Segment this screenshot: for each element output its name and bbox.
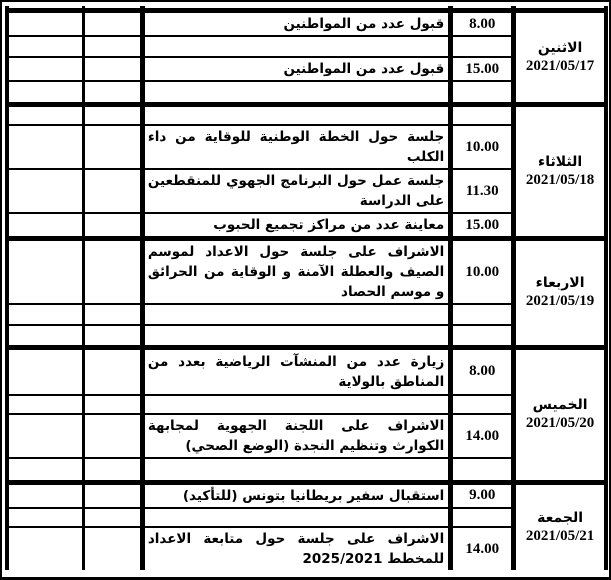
empty-cell-a — [7, 11, 84, 37]
empty-cell-a — [7, 304, 84, 325]
empty-cell-a — [7, 508, 84, 527]
activity-cell — [142, 458, 450, 482]
activity-cell: زيارة عدد من المنشآت الرياضية بعدد من المناطق بالولاية — [142, 347, 450, 395]
day-cell — [514, 104, 606, 239]
schedule-row — [7, 11, 606, 37]
time-cell: 9.00 — [451, 482, 514, 508]
activity-cell — [142, 395, 450, 414]
time-cell — [451, 458, 514, 482]
day-name: الجمعة — [537, 509, 584, 526]
empty-cell-b — [84, 239, 143, 305]
empty-cell-b — [84, 414, 143, 458]
time-cell — [451, 36, 514, 57]
time-cell: 11.30 — [451, 169, 514, 213]
day-date: 2021/05/18 — [525, 171, 595, 188]
day-date: 2021/05/20 — [525, 415, 595, 431]
empty-cell-a — [7, 414, 84, 458]
time-cell: 15.00 — [451, 57, 514, 81]
time-cell: 15.00 — [451, 213, 514, 239]
activity-cell — [142, 325, 450, 347]
empty-cell-a — [7, 239, 84, 305]
empty-cell-a — [7, 104, 84, 125]
empty-cell-b — [84, 347, 143, 395]
time-cell: 14.00 — [451, 414, 514, 458]
activity-cell: الاشراف على اللجنة الجهوية لمجابهة الكوارث وتنظيم النجدة (الوضع الصحي) — [142, 414, 450, 458]
time-cell — [451, 395, 514, 414]
empty-cell-b — [84, 482, 143, 508]
empty-cell-b — [84, 458, 143, 482]
empty-cell-a — [7, 81, 84, 104]
empty-cell-a — [7, 213, 84, 239]
empty-cell-b — [84, 169, 143, 213]
empty-cell-b — [84, 527, 143, 570]
empty-cell-b — [84, 104, 143, 125]
empty-cell-a — [7, 347, 84, 395]
activity-cell: قبول عدد من المواطنين — [142, 57, 450, 81]
weekly-schedule-table — [5, 6, 608, 570]
schedule-row — [7, 239, 606, 305]
activity-cell: الاشراف على جلسة حول الاعداد لموسم الصيف والعطلة الآمنة و الوقاية من الحرائق و موسم الحصاد — [142, 239, 450, 305]
empty-cell-b — [84, 81, 143, 104]
activity-cell — [142, 36, 450, 57]
empty-cell-b — [84, 36, 143, 57]
empty-cell-a — [7, 169, 84, 213]
activity-cell: جلسة حول الخطة الوطنية للوقاية من داء الكلب — [142, 125, 450, 169]
empty-cell-b — [84, 11, 143, 37]
day-name: الاربعاء — [535, 275, 585, 292]
time-cell — [451, 104, 514, 125]
time-cell — [451, 508, 514, 527]
empty-cell-a — [7, 482, 84, 508]
day-name: الخميس — [532, 397, 588, 413]
day-cell — [514, 239, 606, 348]
time-cell — [451, 81, 514, 104]
time-cell — [451, 304, 514, 325]
day-date: 2021/05/21 — [525, 527, 595, 544]
activity-cell — [142, 304, 450, 325]
time-cell: 8.00 — [451, 347, 514, 395]
day-date: 2021/05/17 — [525, 57, 595, 74]
activity-cell — [142, 81, 450, 104]
schedule-row — [7, 482, 606, 508]
empty-cell-b — [84, 395, 143, 414]
empty-cell-a — [7, 57, 84, 81]
empty-cell-b — [84, 213, 143, 239]
day-name: الاثنين — [537, 39, 583, 56]
day-date: 2021/05/19 — [525, 293, 595, 310]
time-cell: 8.00 — [451, 11, 514, 37]
schedule-row — [7, 347, 606, 395]
activity-cell: استقبال سفير بريطانيا بتونس (للتأكيد) — [142, 482, 450, 508]
time-cell — [451, 325, 514, 347]
empty-cell-a — [7, 325, 84, 347]
empty-cell-a — [7, 527, 84, 570]
day-name: الثلاثاء — [538, 153, 583, 170]
day-cell — [514, 11, 606, 105]
time-cell: 10.00 — [451, 125, 514, 169]
schedule-row — [7, 104, 606, 125]
empty-cell-a — [7, 125, 84, 169]
time-cell: 10.00 — [451, 239, 514, 305]
activity-cell — [142, 104, 450, 125]
empty-cell-a — [7, 36, 84, 57]
day-cell — [514, 347, 606, 482]
activity-cell: قبول عدد من المواطنين — [142, 11, 450, 37]
empty-cell-b — [84, 57, 143, 81]
activity-cell — [142, 508, 450, 527]
empty-cell-b — [84, 125, 143, 169]
day-cell — [514, 482, 606, 570]
activity-cell: معاينة عدد من مراكز تجميع الحبوب — [142, 213, 450, 239]
time-cell: 14.00 — [451, 527, 514, 570]
empty-cell-b — [84, 508, 143, 527]
empty-cell-a — [7, 395, 84, 414]
empty-cell-b — [84, 304, 143, 325]
activity-cell: الاشراف على جلسة حول متابعة الاعداد للمخطط 2025/2021 — [142, 527, 450, 570]
empty-cell-b — [84, 325, 143, 347]
empty-cell-a — [7, 458, 84, 482]
activity-cell: جلسة عمل حول البرنامج الجهوي للمنقطعين على الدراسة — [142, 169, 450, 213]
